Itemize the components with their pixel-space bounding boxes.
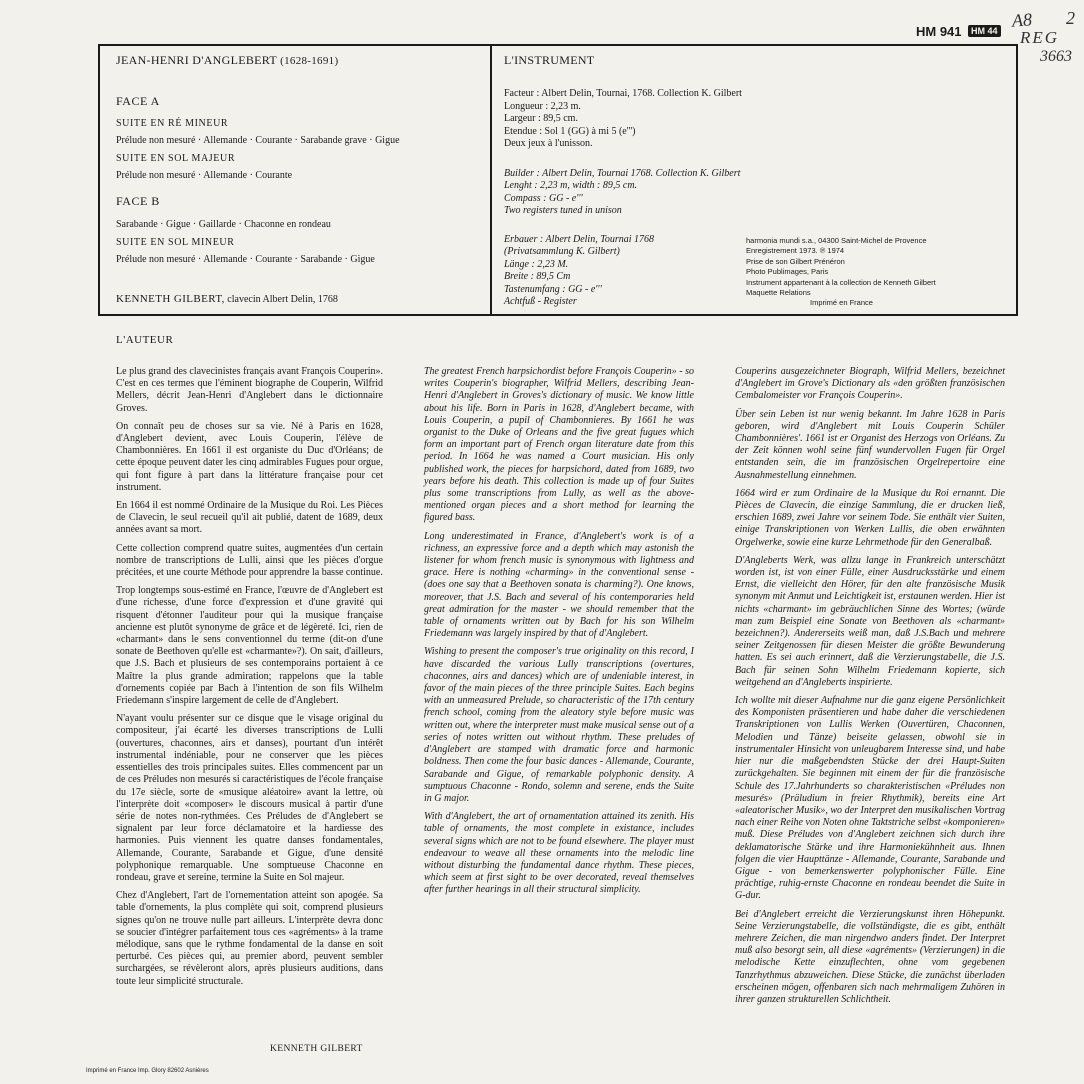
catalog-number: HM 941	[916, 24, 962, 39]
harmonia-mundi-logo: HM 44	[968, 25, 1001, 37]
instrument-en-line: Compass : GG - e'''	[504, 192, 583, 204]
paragraph: Wishing to present the composer's true originality on this record, I have discarded the various Lully transcriptions (overtures, chaconnes, airs and dances) which are of undeniable interest, in favor of the main pieces of the three principle Suites. Each begins with an unmeasured Prelude, so characteristic of the 17th century french school, coming from the aleatory style before music was written out, where the interpreter must make musical sense out of a series of notes written out without rhythm. These preludes of d'Anglebert are stamped with dramatic force and harmonic boldness. Then come the four basic dances - Allemande, Courante, Sarabande and Gigue, of remarkable polyphonic density. A sumptuous Chaconne - Rondo, solemn and serene, ends the Suite in G major.	[424, 646, 694, 804]
signature: KENNETH GILBERT	[270, 1044, 363, 1054]
handwritten-mark-a8: A8	[1011, 9, 1033, 31]
production-credits	[746, 236, 936, 309]
paragraph: Über sein Leben ist nur wenig bekannt. Im Jahre 1628 in Paris geboren, wird d'Anglebert mit Louis Couperin Schüler Chambonnières'. 1661 ist er Organist des Herzogs von Orléans. Zu der Zeit können wohl seine fünf wundervollen Fugen für Orgel entstanden sein, die im französischen Orgelrepertoire eine Ausnahmestellung einnehmen.	[735, 408, 1005, 481]
paragraph: With d'Anglebert, the art of ornamentation attained its zenith. His table of ornaments, the most complete in existance, includes several signs which are not to be found elsewhere. The player must endeavour to weave all these ornaments into the melodic line without disturbing the fundamental dance rhythm. These pieces, which seem at first sight to be over decorated, reveal themselves after further hearings in all their structural simplicity.	[424, 811, 694, 896]
instrument-french	[504, 88, 742, 151]
paragraph: Bei d'Anglebert erreicht die Verzierungskunst ihren Höhepunkt. Seine Verzierungstabelle, die vollständigste, die es gibt, enthält mehrere Zeichen, die man nirgendwo anders findet. Der Interpret muß also besorgt sein, all diese «agréments» (Verzierungen) in die melodische Kette einzuflechten, ohne vom gegebenen Tanzrhythmus abzuweichen. Diese Stücke, die zunächst überladen erscheinen mögen, offenbaren sich nach mehrmaligem Zuhören in ihrer ganzen strukturellen Schlichtheit.	[735, 908, 1005, 1005]
french-text-column	[116, 366, 383, 994]
paragraph: Couperins ausgezeichneter Biograph, Wilfrid Mellers, bezeichnet d'Anglebert im Grove's Dictionary als «den größten französischen Cembalomeister vor François Couperin».	[735, 366, 1005, 402]
paragraph: Ich wollte mit dieser Aufnahme nur die ganz eigene Persönlichkeit des Komponisten präsentieren und habe daher die verschiedenen Transkriptionen von Lullis Werken (Ouvertüren, Chaconnen, Melodien und Tänze) beiseite gelassen, obwohl sie in instrumentaler Hinsicht von unleugbarem Interesse sind, und habe hier nur die maßgebendsten Stücke der drei Haupt-Suiten zurückgehalten. Sie beginnen mit einem der für die französische Schule des 17.Jahrhunderts so charakteristischen «Préludes non mesurés» (Präludium in freier Rhythmik), bereits eine Art «aleatorischer Musik», wo der Interpret den musikalischen Vortrag nach einer Reihe von Noten ohne Taktstriche selbst «komponieren» muß. Diese Préludes von d'Anglebert zeichnen sich durch ihre deklamatorische Stärke und ihre Harmoniekühnheit aus. Ihnen folgen die vier Haupttänze - Allemande, Courante, Sarabande und Gigue - von bemerkenswerter polyphonischer Fülle. Eine prächtige, ruhig-ernste Chaconne en rondeau beendet die Suite in G-dur.	[735, 695, 1005, 902]
instrument-heading: L'INSTRUMENT	[504, 53, 595, 67]
instrument-english	[504, 168, 740, 218]
instrument-de-line: (Privatsammlung K. Gilbert)	[504, 246, 620, 258]
credit-line: Prise de son Gilbert Prénéron	[746, 256, 845, 266]
instrument-de-line: Erbauer : Albert Delin, Tournai 1768	[504, 234, 655, 245]
suite-2-pieces: Prélude non mesuré · Allemande · Courante	[116, 170, 293, 181]
handwritten-mark-reg: REG	[1020, 28, 1060, 47]
performer-name: KENNETH GILBERT,	[116, 293, 225, 305]
instrument-en-line: Two registers tuned in unison	[504, 205, 622, 217]
face-a-label: FACE A	[116, 94, 160, 108]
instrument-de-line: Achtfuß - Register	[504, 296, 577, 308]
suite-2-title: SUITE EN SOL MAJEUR	[116, 153, 236, 164]
handwritten-mark-number: 3663	[1040, 48, 1072, 65]
paragraph: The greatest French harpsichordist before François Couperin» - so writes Couperin's biographer, Wilfrid Mellers, describing Jean-Henri d'Anglebert in Groves's dictionary of music. We know little about his life. Born in Paris in 1628, d'Anglebert became, with Louis Couperin, a pupil of Chambonnieres. By 1661 he was organist to the Duke of Orleans and the five great fugues which form an important part of French organ literature date from this period. In 1664 he was named a Court musician. His only published work, the pieces for harpsichord, dated from 1689, two years before his death. This collection is made up of four Suites plus some transcriptions from Lully, as well as the above-mentioned organ pieces and a short method for learning the figured bass.	[424, 366, 694, 524]
paragraph: Long underestimated in France, d'Anglebert's work is of a richness, an expressive force and a depth which may astonish the listener for whom french music is synonymous with lightness and grace. Here is nothing «charming» in the conventional sense - (does one say that a Beethoven sonata is charming?). One knows, moreover, that J.S. Bach and several of his contemporaries held great admiration for the master - we should remember that the table of ornaments written out by Bach for his son Wilhelm Friedemann was largely inspired by that of d'Anglebert.	[424, 530, 694, 640]
instrument-de-line: Breite : 89,5 Cm	[504, 271, 571, 283]
paragraph: En 1664 il est nommé Ordinaire de la Musique du Roi. Les Pièces de Clavecin, le seul recueil qu'il ait publié, datent de 1689, deux années avant sa mort.	[116, 500, 383, 536]
face-b-pieces: Sarabande · Gigue · Gaillarde · Chaconne en rondeau	[116, 219, 331, 230]
instrument-german	[504, 234, 654, 308]
credit-line: Enregistrement 1973. ℗ 1974	[746, 246, 845, 256]
paragraph: D'Angleberts Werk, was allzu lange in Frankreich unterschätzt worden ist, ist von einer Fülle, einer Ausdrucksstärke und einem Ernst, die vielleicht den Hörer, für den alte französische Musik synonym mit Anmut und Leichtigkeit ist, erstaunen werden. Hier ist nichts «charmant» im gebräuchlichen Sinne des Wortes; (würde man zum Beispiel eine Sonate von Beethoven als «charmant» bezeichnen?). Andererseits weiß man, daß J.S.Bach und mehrere seiner Zeitgenossen für diesen Meister die größte Bewunderung hatten. Es sei auch erinnert, daß die Verzierungstabelle, die J.S. Bach für seinen Sohn Wilhelm Friedemann kopierte, sich weitgehend an d'Angleberts inspirierte.	[735, 554, 1005, 688]
credit-line: Photo Publimages, Paris	[746, 267, 829, 277]
header-divider	[490, 44, 492, 316]
printer-footer: Imprimé en France Imp. Glory 82602 Asnières	[86, 1068, 209, 1074]
paragraph: Chez d'Anglebert, l'art de l'ornementation atteint son apogée. Sa table d'ornements, la plus complète qui soit, comprend plusieurs signes qu'on ne trouve nulle part ailleurs. L'interprète devra donc se soucier d'intégrer parfaitement tous ces «agréments» à la trame mélodique, sans que le rythme fondamental de la danse en soit perturbé. Ces pièces qui, au premier abord, peuvent sembler surchargées, se révèleront alors, après plusieurs auditions, dans toute leur simplicité structurale.	[116, 890, 383, 987]
instrument-de-line: Tastenumfang : GG - e'''	[504, 283, 602, 295]
handwritten-mark-2: 2	[1066, 8, 1075, 28]
paragraph: Trop longtemps sous-estimé en France, l'œuvre de d'Anglebert est d'une richesse, d'une force d'expression et d'une gravité qui risquent d'étonner l'auditeur pour qui la musique française ancienne est plutôt synonyme de grâce et de légèreté. Ici, rien de «charmant» dans le sens conventionnel du terme (dit-on d'une sonate de Beethoven qu'elle est «charmante»?). On sait, d'ailleurs, que J.S. Bach et plusieurs de ses contemporains portaient à ce Maître la plus grande admiration; rappelons que la table d'ornements copiée par Bach à l'intention de son fils Wilhelm Friedemann s'inspire largement de celle de d'Anglebert.	[116, 585, 383, 707]
credit-line: harmonia mundi s.a., 04300 Saint-Michel de Provence	[746, 236, 927, 245]
performer-credit	[116, 293, 338, 305]
suite-3-pieces: Prélude non mesuré · Allemande · Courante · Sarabande · Gigue	[116, 254, 375, 265]
composer-name: JEAN-HENRI D'ANGLEBERT	[116, 53, 277, 67]
suite-1-pieces: Prélude non mesuré · Allemande · Courante · Sarabande grave · Gigue	[116, 135, 400, 146]
instrument-fr-line: Largeur : 89,5 cm.	[504, 113, 578, 125]
instrument-fr-line: Deux jeux à l'unisson.	[504, 138, 593, 150]
paragraph: Cette collection comprend quatre suites, augmentées d'un certain nombre de transcriptions de Lulli, ainsi que les pièces d'orgue précitées, et une courte Méthode pour apprendre la basse continue.	[116, 542, 383, 579]
auteur-heading: L'AUTEUR	[116, 334, 174, 346]
paragraph: 1664 wird er zum Ordinaire de la Musique du Roi ernannt. Die Pièces de Clavecin, die einzige Sammlung, die er drucken ließ, erschien 1689, zwei Jahre vor seinem Tode. Sie enthält vier Suiten, einige Transkriptionen von Werken Lullis, die oben erwähnten Orgelwerke, sowie eine kurze Lehrmethode für den Generalbaß.	[735, 487, 1005, 548]
instrument-fr-line: Etendue : Sol 1 (GG) à mi 5 (e''')	[504, 125, 636, 137]
credit-line: Maquette Relations	[746, 288, 811, 298]
paragraph: Le plus grand des clavecinistes français avant François Couperin». C'est en ces termes que l'éminent biographe de Couperin, Wilfrid Mellers, décrit Jean-Henri d'Anglebert dans le dictionnaire Groves.	[116, 366, 383, 414]
suite-1-title: SUITE EN RÉ MINEUR	[116, 118, 229, 129]
composer-dates: (1628-1691)	[280, 55, 339, 67]
performer-instrument: clavecin Albert Delin, 1768	[224, 294, 338, 305]
composer-heading	[116, 53, 338, 68]
english-text-column	[424, 366, 694, 903]
german-text-column	[735, 366, 1005, 1012]
instrument-en-line: Builder : Albert Delin, Tournai 1768. Collection K. Gilbert	[504, 168, 741, 179]
instrument-fr-line: Facteur : Albert Delin, Tournai, 1768. Collection K. Gilbert	[504, 88, 742, 99]
credit-line: Imprimé en France	[810, 298, 873, 308]
instrument-fr-line: Longueur : 2,23 m.	[504, 100, 581, 112]
paragraph: On connaît peu de choses sur sa vie. Né à Paris en 1628, d'Anglebert devient, avec Louis Couperin, l'élève de Chambonnières. En 1661 il est organiste du Duc d'Orléans; de cette époque peuvent dater les cinq admirables Fugues pour orgue, qui font figure à part dans la littérature française pour cet instrument.	[116, 420, 383, 493]
suite-3-title: SUITE EN SOL MINEUR	[116, 237, 235, 248]
paragraph: N'ayant voulu présenter sur ce disque que le visage original du compositeur, j'ai écarté les diverses transcriptions de Lulli (ouvertures, chaconnes, airs et danses), pourtant d'un intérêt instrumental indéniable, pour ne conserver que les pièces essentielles des trois principales suites. Elles commencent par un de ces Préludes non mesurés si caractéristiques de l'école française du 17e siècle, sorte de «musique aléatoire» avant la lettre, où l'interprète doit «composer» le discours musical à partir d'une série de notes non-rythmées. Ces Préludes de d'Anglebert se signalent par leur force déclamatoire et la hardiesse des harmonies. Puis viennent les quatre danses fondamentales, Allemande, Courante, Sarabande et Gigue, d'une densité polyphonique remarquable. Une somptueuse Chaconne en rondeau, grave et sereine, termine la Suite en Sol majeur.	[116, 713, 383, 883]
face-b-label: FACE B	[116, 194, 160, 208]
instrument-en-line: Lenght : 2,23 m, width : 89,5 cm.	[504, 180, 638, 192]
credit-line: Instrument appartenant à la collection de Kenneth Gilbert	[746, 277, 936, 287]
instrument-de-line: Länge : 2,23 M.	[504, 258, 569, 270]
